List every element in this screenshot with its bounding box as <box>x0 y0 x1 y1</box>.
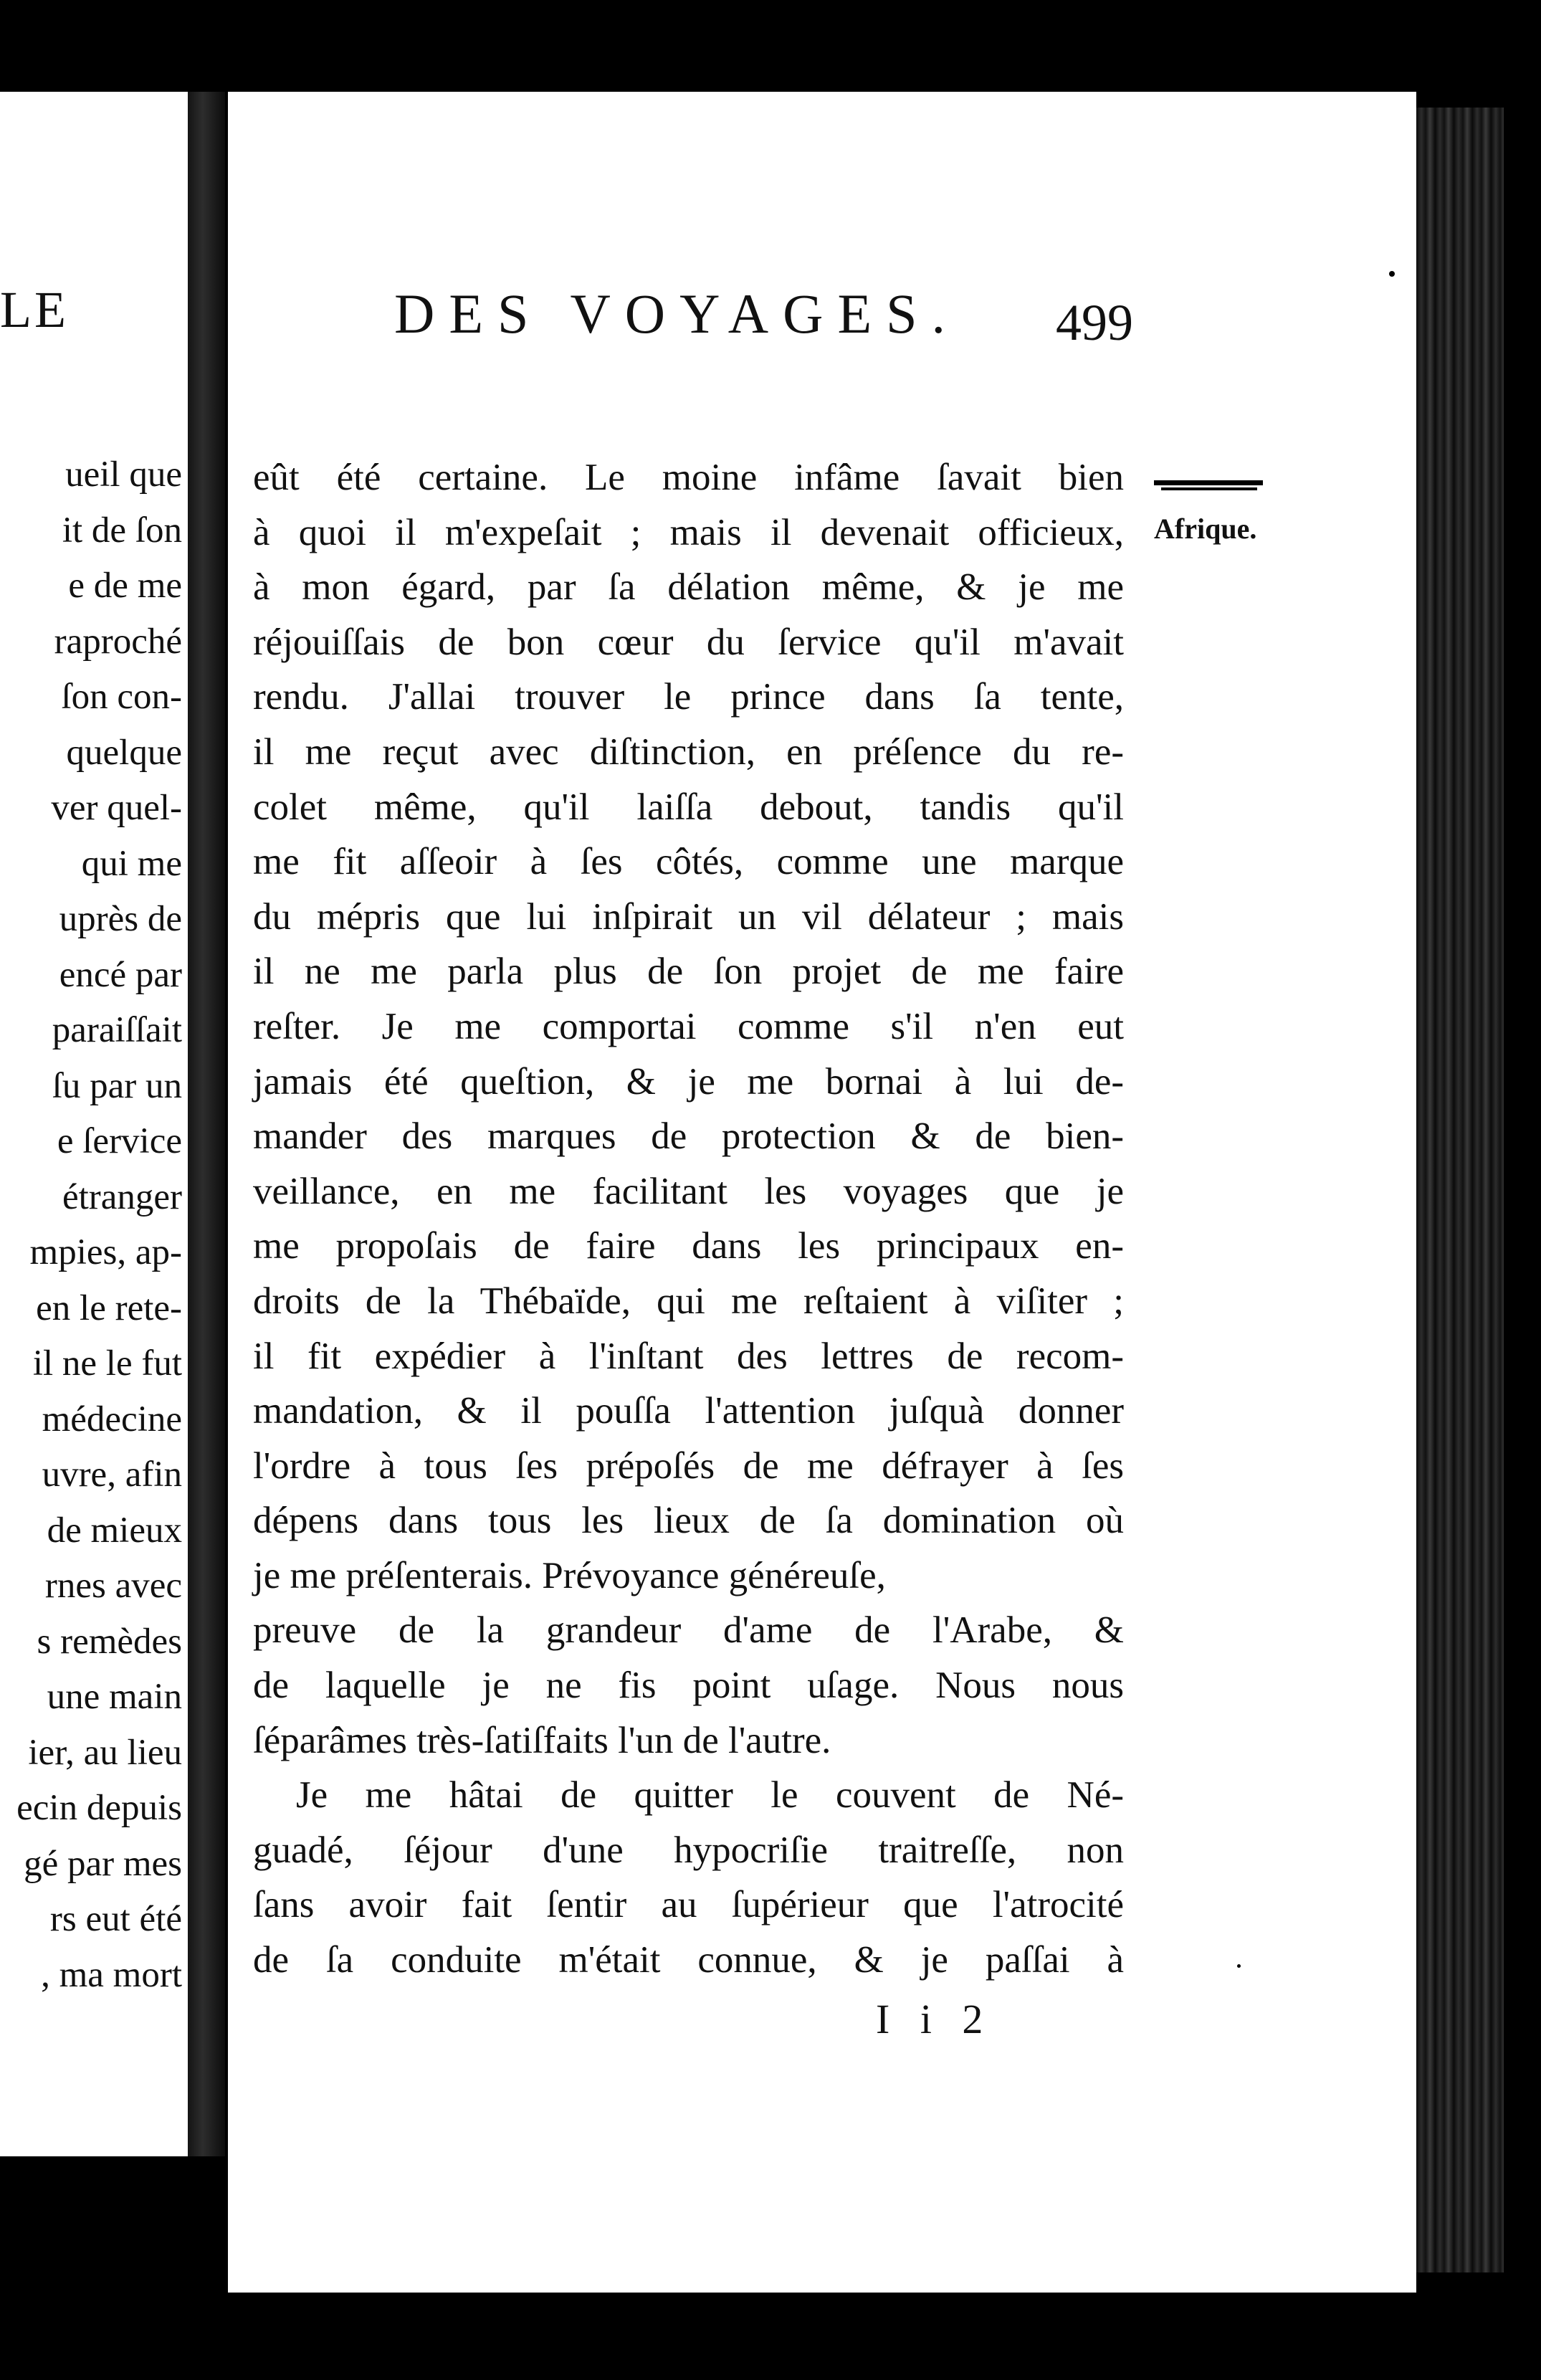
text-line: ſéparâmes très-ſatiſfaits l'un de l'autre. <box>253 1719 831 1761</box>
text-line: à mon égard, par ſa délation même, & je me <box>253 566 1124 609</box>
text-line: me propoſais de faire dans les principaux en- <box>253 1225 1124 1267</box>
ink-speck <box>1389 271 1395 277</box>
margin-rule <box>1154 479 1263 493</box>
previous-page-running-head: LE <box>0 281 69 338</box>
previous-page-line: mpies, ap- <box>29 1232 182 1272</box>
text-line: dépens dans tous les lieux de ſa domination où <box>253 1500 1124 1542</box>
text-line: Je me hâtai de quitter le couvent de Né- <box>296 1774 1124 1817</box>
text-line: à quoi il m'expeſait ; mais il devenait officieux, <box>253 511 1124 553</box>
previous-page-text <box>0 447 182 2003</box>
signature-mark: I i 2 <box>876 1996 993 2042</box>
text-line: colet même, qu'il laiſſa debout, tandis qu'il <box>253 786 1124 828</box>
previous-page-line: , ma mort <box>41 1954 182 1995</box>
previous-page-line: e ſervice <box>57 1121 182 1161</box>
text-line: jamais été queſtion, & je me bornai à lui de- <box>253 1060 1124 1103</box>
previous-page-line: médecine <box>42 1399 182 1439</box>
ink-speck <box>1237 1964 1241 1968</box>
text-line: il fit expédier à l'inſtant des lettres de recom- <box>253 1335 1124 1377</box>
previous-page-line: paraiſſait <box>52 1010 182 1050</box>
previous-page-line: e de me <box>68 566 182 606</box>
previous-page-line: ecin depuis <box>16 1788 182 1828</box>
body-text <box>253 450 1124 1988</box>
previous-page-line: ver quel- <box>51 788 182 828</box>
text-line: du mépris que lui inſpirait un vil délateur ; mais <box>253 895 1124 938</box>
previous-page-line: ueil que <box>65 454 182 495</box>
previous-page-line: ier, au lieu <box>28 1732 182 1773</box>
previous-page-line: it de ſon <box>62 510 182 551</box>
previous-page-line: rnes avec <box>44 1566 182 1606</box>
margin-note: Afrique. <box>1154 513 1257 545</box>
previous-page-line: ſu par un <box>52 1065 182 1106</box>
text-line: il me reçut avec diſtinction, en préſence du re- <box>253 730 1124 773</box>
text-line: preuve de la grandeur d'ame de l'Arabe, & <box>253 1609 1124 1652</box>
text-line: il ne me parla plus de ſon projet de me faire <box>253 951 1124 993</box>
text-line: reſter. Je me comportai comme s'il n'en eut <box>253 1005 1124 1047</box>
previous-page-line: en le rete- <box>36 1287 182 1328</box>
text-line: ſans avoir fait ſentir au ſupérieur que l'atrocité <box>253 1884 1124 1926</box>
text-line: rendu. J'allai trouver le prince dans ſa tente, <box>253 676 1124 718</box>
text-line: mandation, & il pouſſa l'attention juſquà donner <box>253 1390 1124 1432</box>
previous-page-line: uprès de <box>59 899 182 939</box>
text-line: l'ordre à tous ſes prépoſés de me défrayer à ſes <box>253 1444 1124 1487</box>
text-line: je me préſenterais. Prévoyance généreuſe, <box>253 1554 886 1596</box>
previous-page-line: quelque <box>66 732 182 773</box>
book-binding-edge <box>1416 108 1504 2272</box>
previous-page-line: il ne le fut <box>32 1343 182 1384</box>
text-line: guadé, ſéjour d'une hypocriſie traitreſſe, non <box>253 1829 1124 1871</box>
previous-page-line: de mieux <box>47 1510 182 1551</box>
previous-page-line: qui me <box>81 843 182 884</box>
text-line: droits de la Thébaïde, qui me reſtaient à viſiter ; <box>253 1280 1124 1322</box>
previous-page-line: raproché <box>54 621 182 662</box>
text-line: de ſa conduite m'était connue, & je paſſai à <box>253 1939 1124 1981</box>
previous-page-line: encé par <box>59 954 182 995</box>
page-number: 499 <box>1056 294 1133 351</box>
text-line: mander des marques de protection & de bien- <box>253 1115 1124 1158</box>
text-line: eût été certaine. Le moine infâme ſavait bien <box>253 457 1124 498</box>
previous-page-line: étranger <box>62 1176 182 1217</box>
text-line: me fit aſſeoir à ſes côtés, comme une marque <box>253 841 1124 883</box>
text-line: réjouiſſais de bon cœur du ſervice qu'il m'avait <box>253 621 1124 663</box>
running-head: DES VOYAGES. <box>394 282 960 345</box>
text-line: de laquelle je ne fis point uſage. Nous nous <box>253 1665 1124 1707</box>
previous-page-line: ſon con- <box>61 677 182 717</box>
page-gutter <box>188 92 225 2156</box>
previous-page-line: une main <box>47 1677 182 1717</box>
previous-page-line: rs eut été <box>49 1899 182 1939</box>
book-page <box>228 92 1416 2293</box>
previous-page-line: uvre, afin <box>42 1455 182 1495</box>
previous-page-line: gé par mes <box>24 1843 182 1884</box>
previous-page-line: s remèdes <box>37 1621 182 1662</box>
previous-page-fragment <box>0 92 188 2156</box>
text-line: veillance, en me facilitant les voyages que je <box>253 1170 1124 1212</box>
